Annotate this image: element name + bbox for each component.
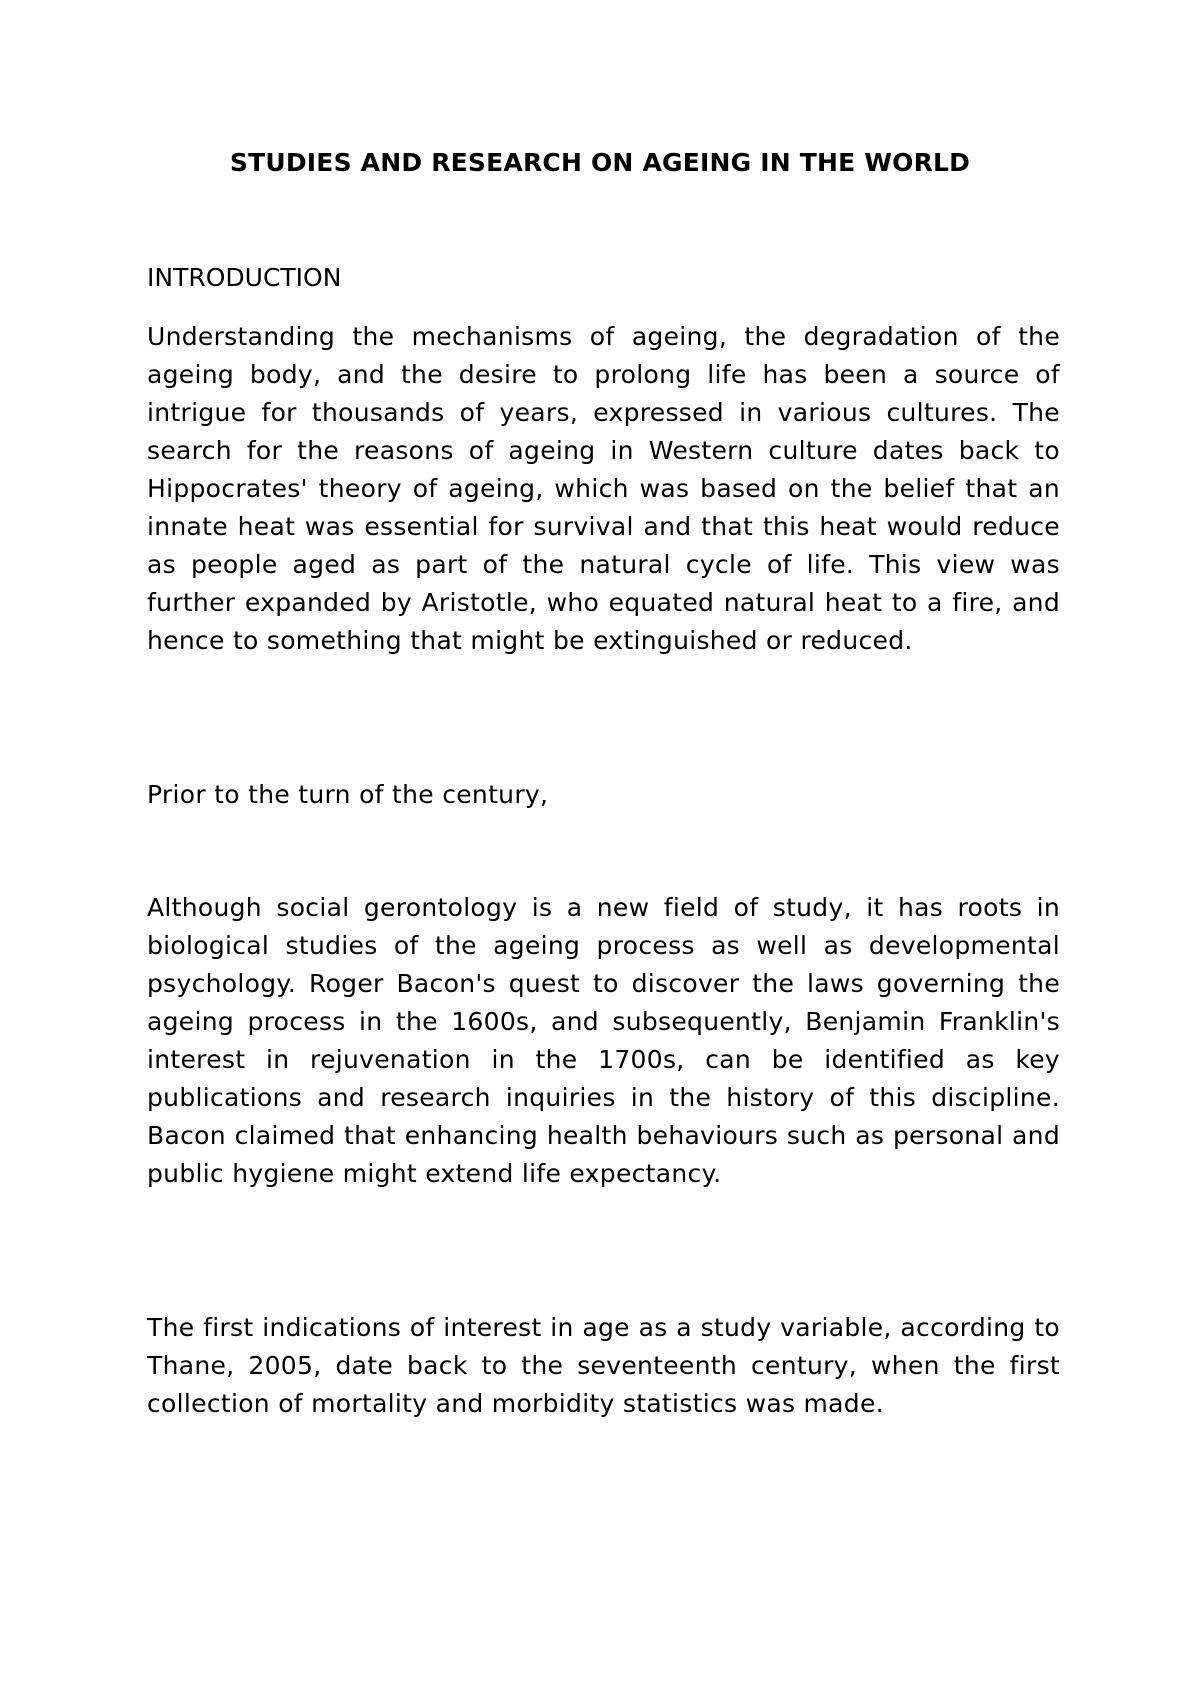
paragraph: Prior to the turn of the century,: [147, 780, 549, 809]
paragraph: The first indications of interest in age as a study variable, according to Thane, 2005, date back to the seventeenth century, when the first collection of mortality and morbidity statistics was made.: [147, 1313, 1060, 1418]
section-heading: INTRODUCTION: [147, 263, 342, 292]
paragraph: Understanding the mechanisms of ageing, the degradation of the ageing body, and the desire to prolong life has been a source of intrigue for thousands of years, expressed in various cultures. The search for the reasons of ageing in Western culture dates back to Hippocrates' theory of ageing, which was based on the belief that an innate heat was essential for survival and that this heat would reduce as people aged as part of the natural cycle of life. This view was further expanded by Aristotle, who equated natural heat to a fire, and hence to something that might be extinguished or reduced.: [147, 322, 1060, 655]
document-title: STUDIES AND RESEARCH ON AGEING IN THE WORLD: [229, 148, 971, 177]
paragraph: Although social gerontology is a new field of study, it has roots in biological studies of the ageing process as well as developmental psychology. Roger Bacon's quest to discover the laws governing the ageing process in the 1600s, and subsequently, Benjamin Franklin's interest in rejuvenation in the 1700s, can be identified as key publications and research inquiries in the history of this discipline. Bacon claimed that enhancing health behaviours such as personal and public hygiene might extend life expectancy.: [147, 893, 1060, 1188]
